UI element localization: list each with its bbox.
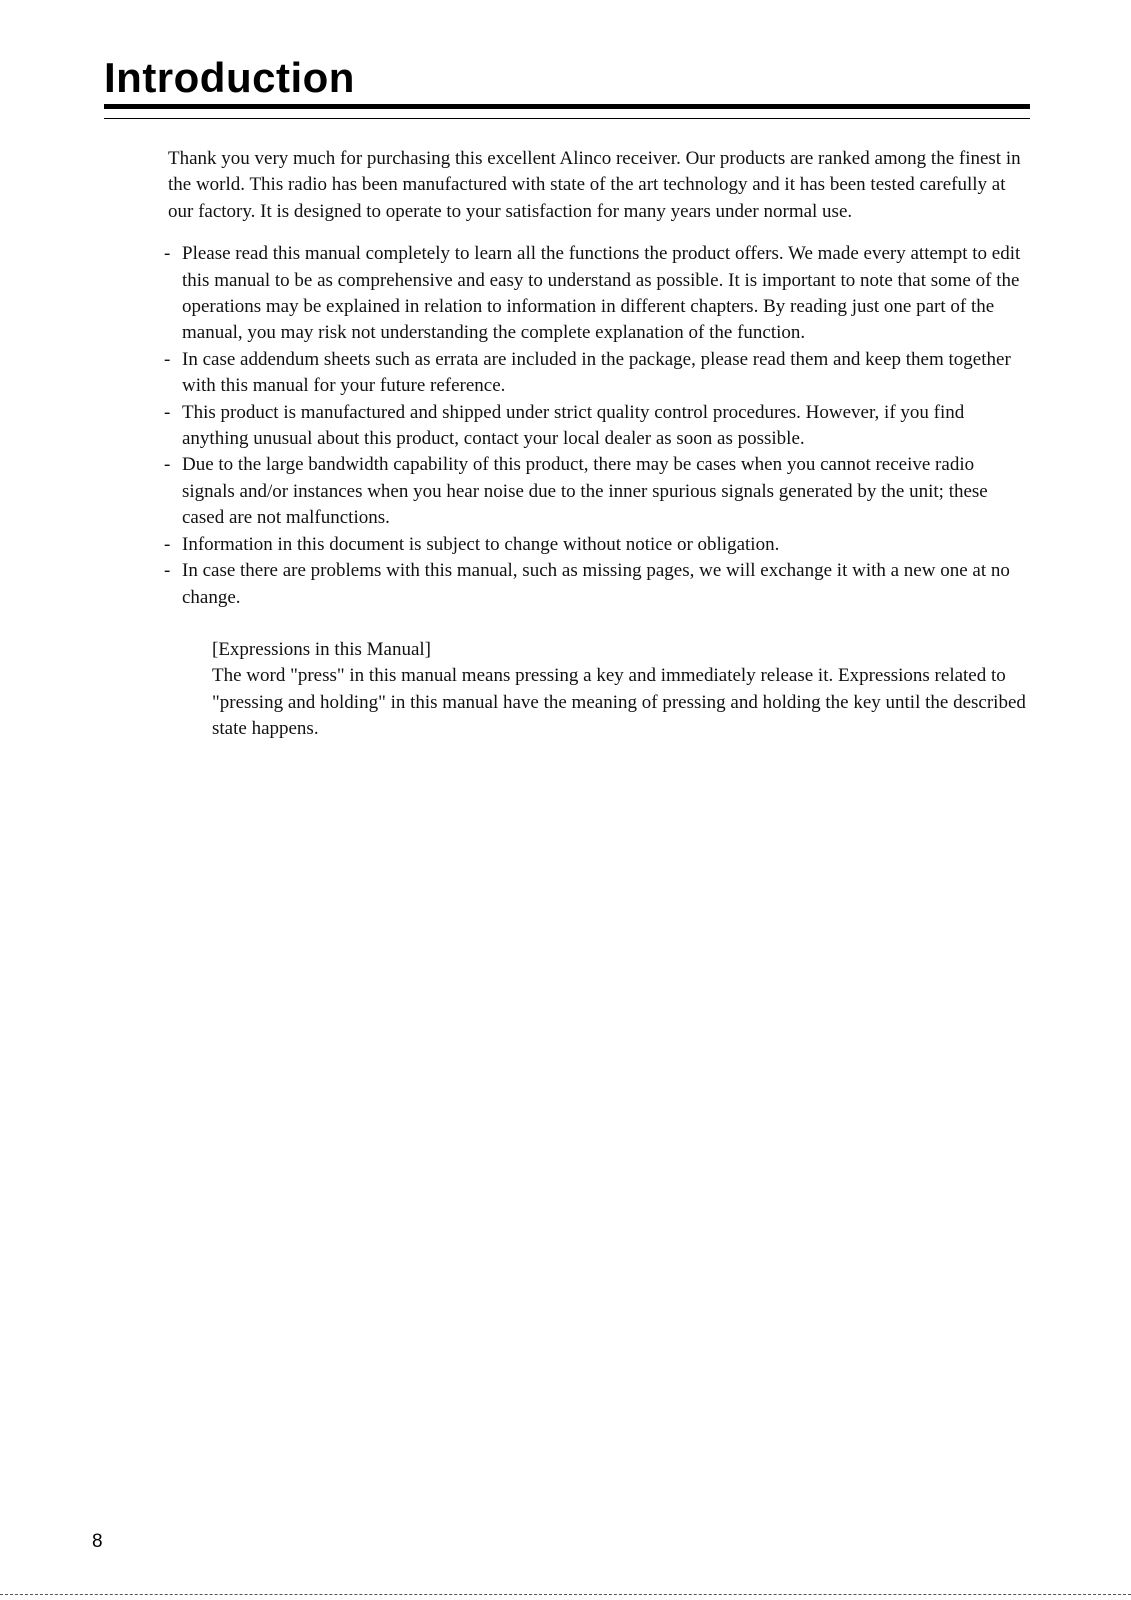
list-item — [164, 558, 1030, 611]
expressions-section — [212, 637, 1030, 743]
notes-list — [164, 241, 1030, 611]
list-item-text: Due to the large bandwidth capability of this product, there may be cases when you cannot receive radio signals and/or instances when you hear noise due to the inner spurious signals generated by the unit; these cased are not malfunctions. — [182, 454, 988, 529]
title-rule-thick — [104, 104, 1030, 109]
list-item — [164, 347, 1030, 400]
list-item — [164, 241, 1030, 347]
list-item-text: In case addendum sheets such as errata are included in the package, please read them and keep them together with this manual for your future reference. — [182, 348, 1011, 397]
list-item-text: Please read this manual completely to learn all the functions the product offers. We made every attempt to edit this manual to be as comprehensive and easy to understand as possible. It is important to note that some of the operations may be explained in relation to information in different chapters. By reading just one part of the manual, you may risk not understanding the complete explanation of the function. — [182, 243, 1021, 344]
intro-paragraph: Thank you very much for purchasing this excellent Alinco receiver. Our products are ranked among the finest in the world. This radio has been manufactured with state of the art technology and it has been tested carefully at our factory. It is designed to operate to your satisfaction for many years under normal use. — [168, 148, 1021, 222]
bullet-dash: - — [164, 560, 171, 582]
bullet-dash: - — [164, 348, 171, 370]
page-title: Introduction — [104, 54, 355, 101]
bullet-dash: - — [164, 454, 171, 476]
bullet-dash: - — [164, 243, 171, 265]
list-item-text: This product is manufactured and shipped under strict quality control procedures. However, if you find anything unusual about this product, contact your local dealer as soon as possible. — [182, 401, 965, 450]
page-body — [164, 146, 1030, 743]
title-rule-thin — [104, 118, 1030, 119]
list-item-text: In case there are problems with this manual, such as missing pages, we will exchange it with a new one at no change. — [182, 560, 1010, 608]
list-item — [164, 400, 1030, 453]
list-item — [164, 452, 1030, 531]
bullet-dash: - — [164, 401, 171, 423]
expressions-heading: [Expressions in this Manual] — [212, 638, 432, 660]
footer-rule — [0, 1594, 1131, 1595]
list-item — [164, 532, 1030, 558]
list-item-text: Information in this document is subject to change without notice or obligation. — [182, 533, 780, 555]
page-number: 8 — [92, 1531, 103, 1552]
expressions-text: The word "press" in this manual means pressing a key and immediately release it. Expressions related to "pressing and holding" in this manual have the meaning of pressing and holding the key until the described state happens. — [212, 665, 1026, 740]
bullet-dash: - — [164, 533, 171, 555]
